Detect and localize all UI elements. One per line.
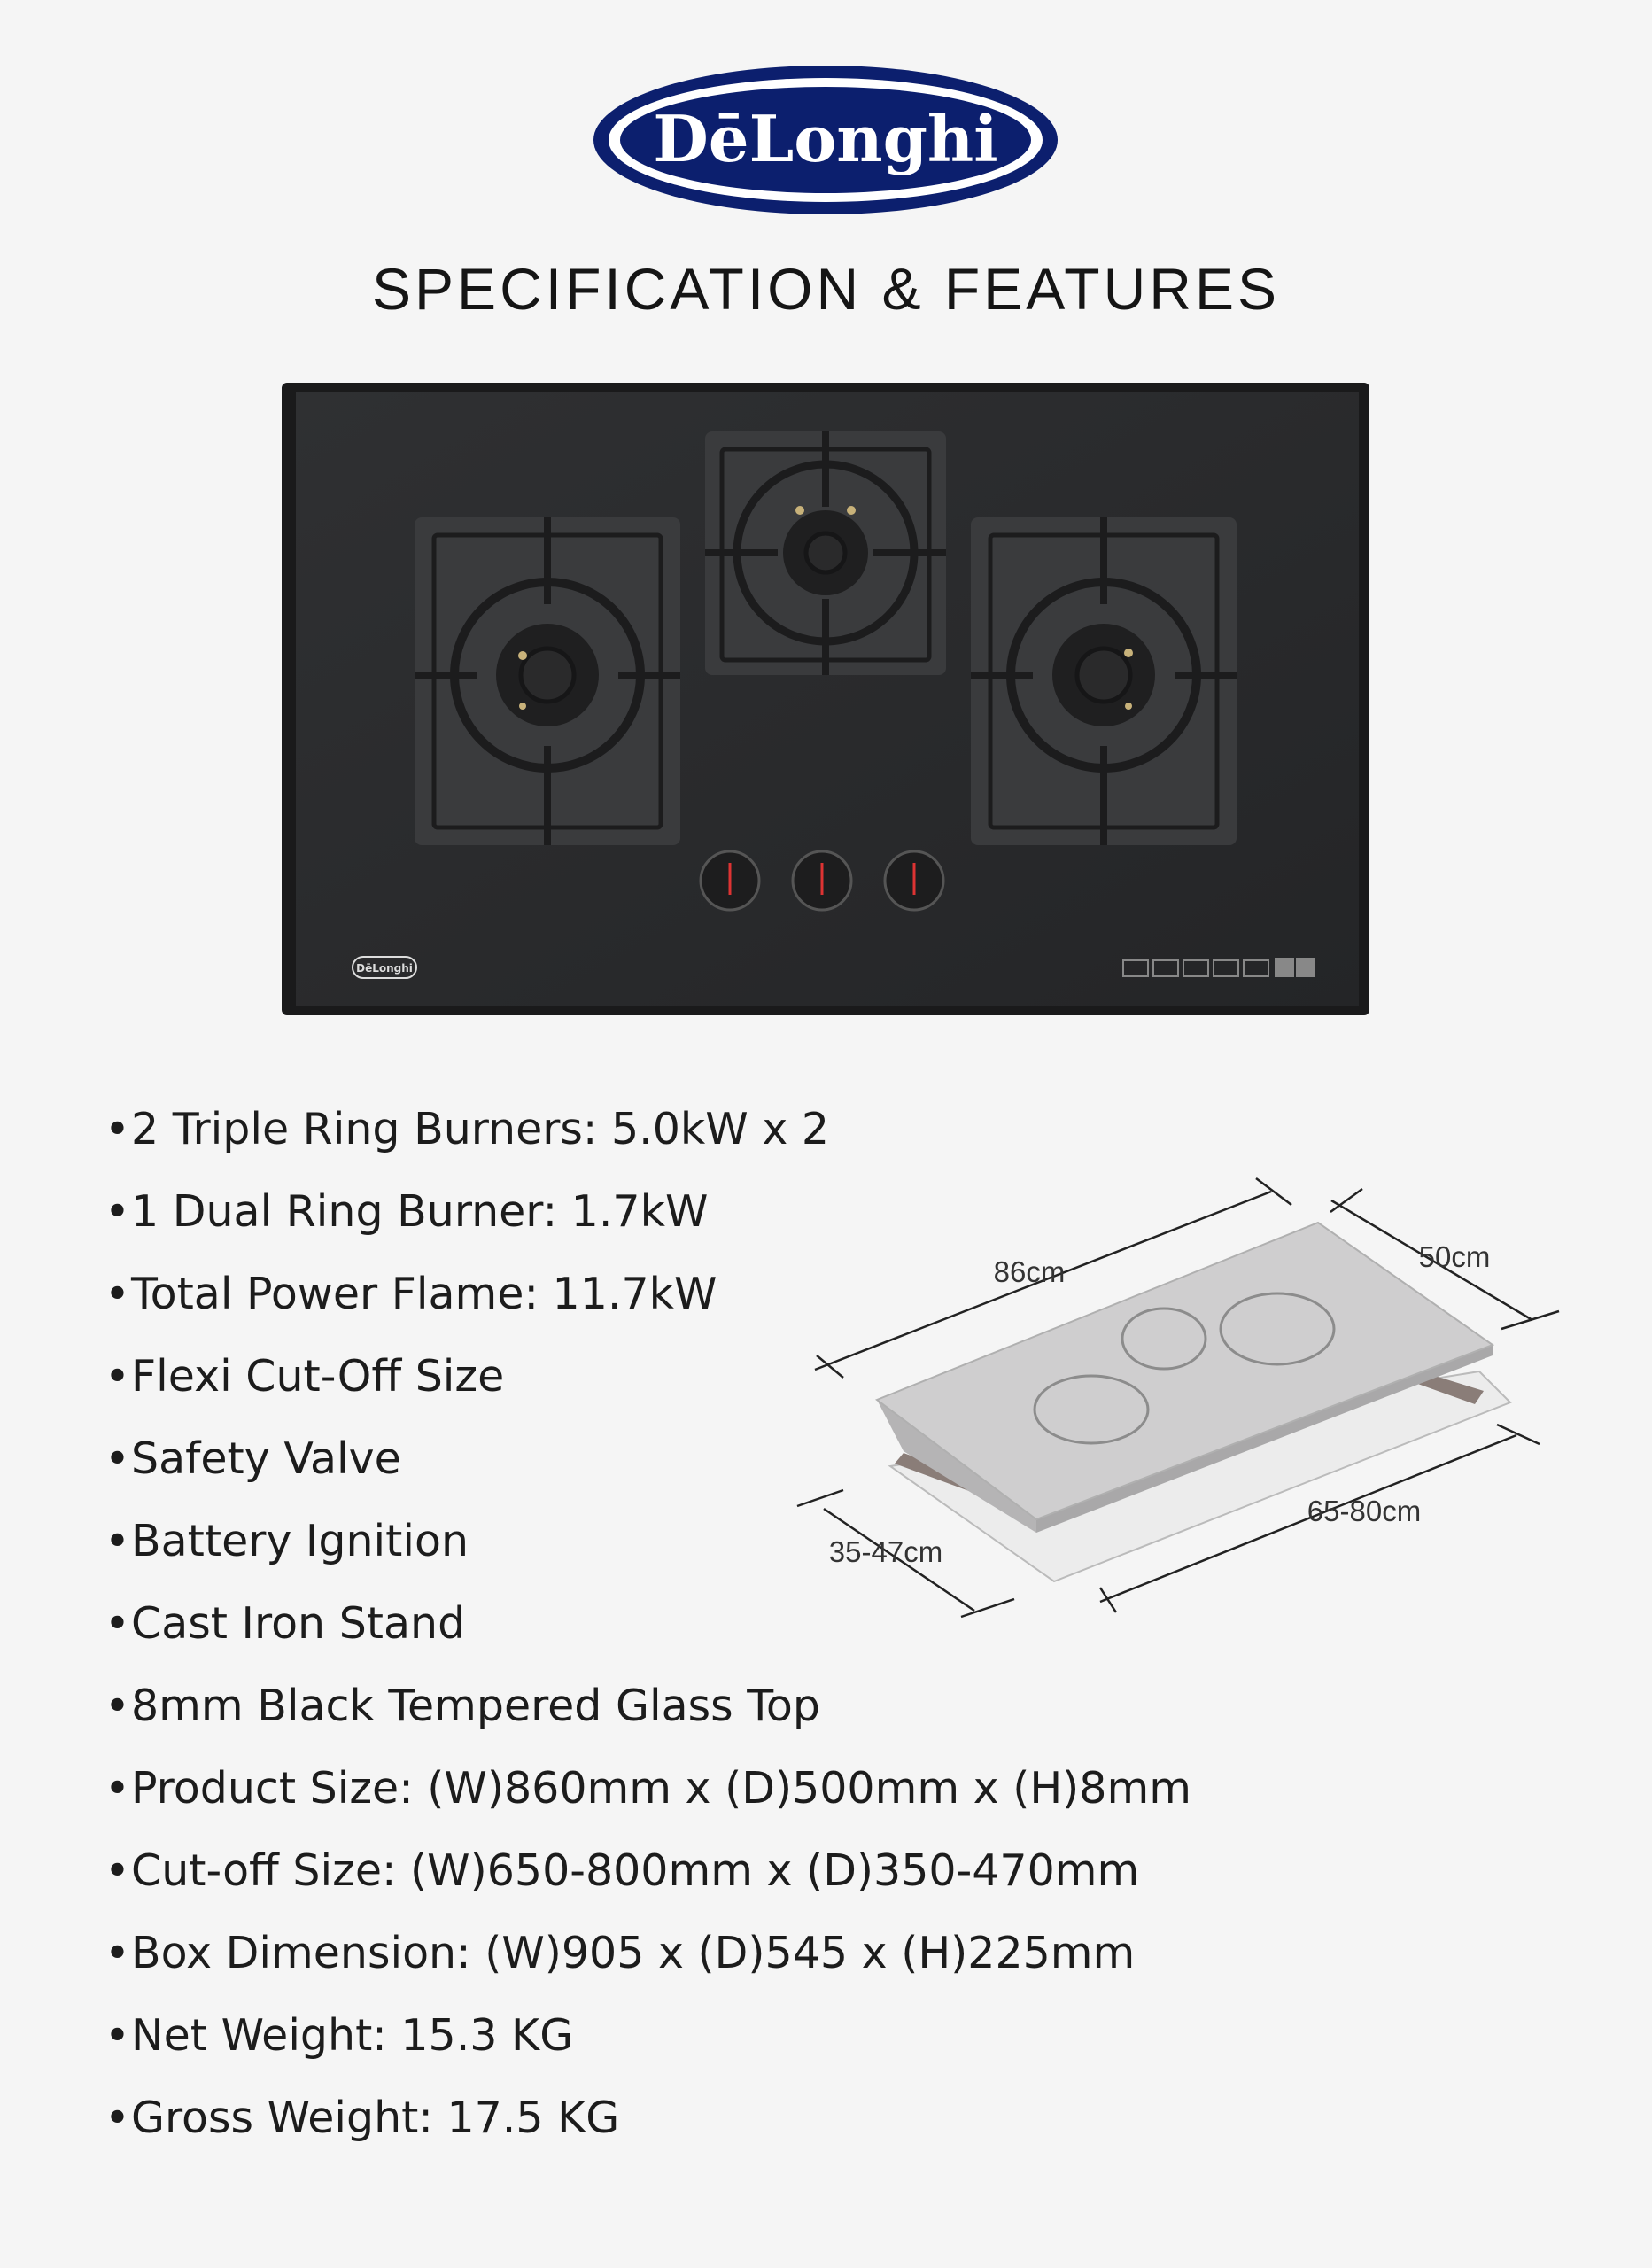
control-knob-right [885, 851, 943, 910]
left-burner [415, 517, 680, 845]
bullet-icon: • [105, 1681, 130, 1731]
control-knob-left [701, 851, 759, 910]
right-burner [971, 517, 1237, 845]
list-item: •Total Power Flame: 11.7kW [105, 1253, 1191, 1335]
list-item: •Net Weight: 15.3 KG [105, 1994, 1191, 2077]
dimension-diagram [788, 1169, 1568, 1630]
hob-brand-text: DēLonghi [356, 962, 413, 975]
logo-wordmark: DēLonghi [653, 101, 998, 176]
bullet-icon: • [105, 2010, 130, 2061]
label-35-47cm: 35-47cm [828, 1535, 943, 1568]
bullet-icon: • [105, 1186, 130, 1237]
label-65-80cm: 65-80cm [1307, 1495, 1422, 1527]
list-item: •Product Size: (W)860mm x (D)500mm x (H)8mm [105, 1747, 1191, 1829]
list-item: •8mm Black Tempered Glass Top [105, 1665, 1191, 1747]
bullet-icon: • [105, 1516, 130, 1566]
list-item: •2 Triple Ring Burners: 5.0kW x 2 [105, 1088, 1191, 1170]
list-item: •Cast Iron Stand [105, 1582, 1191, 1665]
gas-hob-image [282, 383, 1369, 1015]
page-title: SPECIFICATION & FEATURES [372, 256, 1280, 322]
bullet-icon: • [105, 1598, 130, 1649]
delonghi-logo [589, 62, 1063, 218]
label-50cm: 50cm [1418, 1240, 1491, 1273]
bullet-icon: • [105, 1433, 130, 1484]
bullet-icon: • [105, 1928, 130, 1978]
bullet-icon: • [105, 1845, 130, 1896]
bullet-icon: • [105, 1104, 130, 1154]
middle-burner [705, 431, 946, 675]
bullet-icon: • [105, 1351, 130, 1402]
control-knob-middle [793, 851, 851, 910]
list-item: •Gross Weight: 17.5 KG [105, 2077, 1191, 2159]
list-item: •Box Dimension: (W)905 x (D)545 x (H)225mm [105, 1912, 1191, 1994]
list-item: •Battery Ignition [105, 1500, 1191, 1582]
label-86cm: 86cm [993, 1255, 1066, 1288]
list-item: •Safety Valve [105, 1418, 1191, 1500]
bullet-icon: • [105, 1269, 130, 1319]
bullet-icon: • [105, 2093, 130, 2143]
list-item: •1 Dual Ring Burner: 1.7kW [105, 1170, 1191, 1253]
list-item: •Flexi Cut-Off Size [105, 1335, 1191, 1418]
bullet-icon: • [105, 1763, 130, 1814]
list-item: •Cut-off Size: (W)650-800mm x (D)350-470mm [105, 1829, 1191, 1912]
